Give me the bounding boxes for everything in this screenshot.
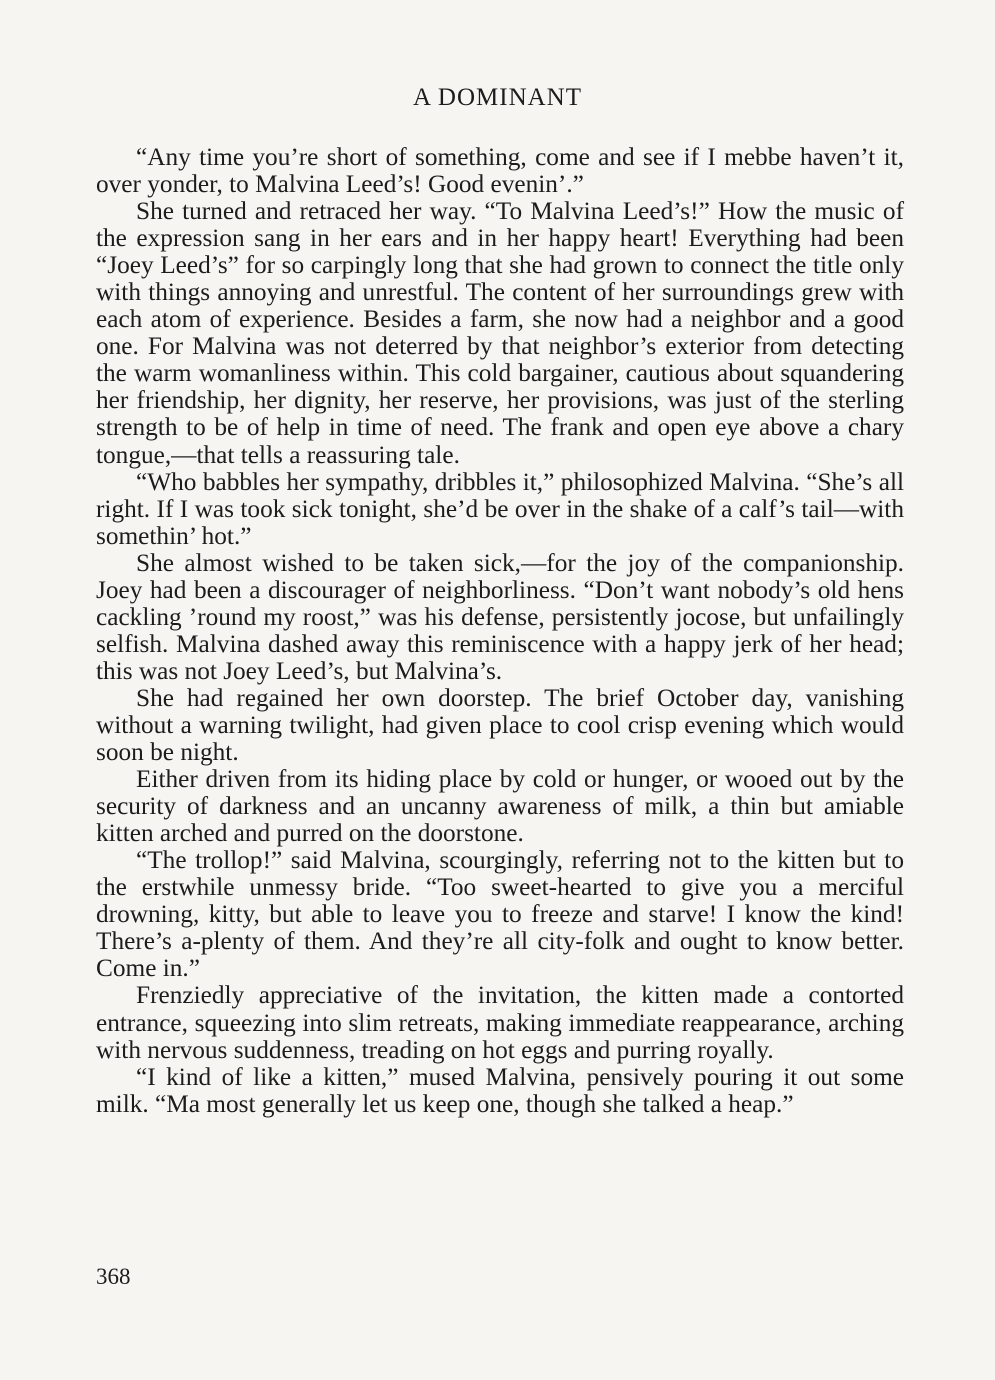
running-head: A DOMINANT — [412, 84, 583, 111]
paragraph: Frenziedly appreciative of the invitation, the kitten made a contorted entrance, squeezing into slim retreats, making immediate reappearance, arching with nervous suddenness, treading on hot eggs and purring royally. — [96, 981, 904, 1064]
body-text — [96, 144, 904, 1118]
paragraph: “Who babbles her sympathy, dribbles it,” philosophized Malvina. “She’s all right. If I was took sick tonight, she’d be over in the shake of a calf’s tail—with somethin’ hot.” — [96, 467, 904, 550]
paragraph: Either driven from its hiding place by cold or hunger, or wooed out by the security of darkness and an uncanny awareness of milk, a thin but amiable kitten arched and purred on the doorstone. — [96, 765, 904, 848]
paragraph: She almost wished to be taken sick,—for the joy of the companionship. Joey had been a discourager of neighborliness. “Don’t want nobody’s old hens cackling ’round my roost,” was his defense, persistently jocose, but unfailingly selfish. Malvina dashed away this reminiscence with a happy jerk of her head; this was not Joey Leed’s, but Malvina’s. — [96, 548, 904, 685]
paragraph: “The trollop!” said Malvina, scourgingly, referring not to the kitten but to the erstwhile unmessy bride. “Too sweet-hearted to give you a merciful drowning, kitty, but able to leave you to freeze and starve! I know the kind! There’s a-plenty of them. And they’re all city-folk and ought to know better. Come in.” — [96, 846, 904, 983]
paragraph: She had regained her own doorstep. The brief October day, vanishing without a warning twilight, had given place to cool crisp evening which would soon be night. — [96, 683, 904, 767]
paragraph: “Any time you’re short of something, come and see if I mebbe haven’t it, over yonder, to Malvina Leed’s! Good evenin’.” — [96, 143, 904, 199]
page-number: 368 — [96, 1264, 131, 1289]
paragraph: “I kind of like a kitten,” mused Malvina, pensively pouring it out some milk. “Ma most generally let us keep one, though she talked a heap.” — [96, 1062, 904, 1118]
paragraph: She turned and retraced her way. “To Malvina Leed’s!” How the music of the expression sang in her ears and in her happy heart! Everything had been “Joey Leed’s” for so carpingly long that she had grown to connect the title only with things annoying and unrestful. The content of her surroundings grew with each atom of experience. Besides a farm, she now had a neighbor and a good one. For Malvina was not deterred by that neighbor’s exterior from detecting the warm womanliness within. This cold bargainer, cautious about squandering her friendship, her dignity, her reserve, her provisions, was just of the sterling strength to be of help in time of need. The frank and open eye above a chary tongue,—that tells a reassuring tale. — [96, 197, 904, 469]
